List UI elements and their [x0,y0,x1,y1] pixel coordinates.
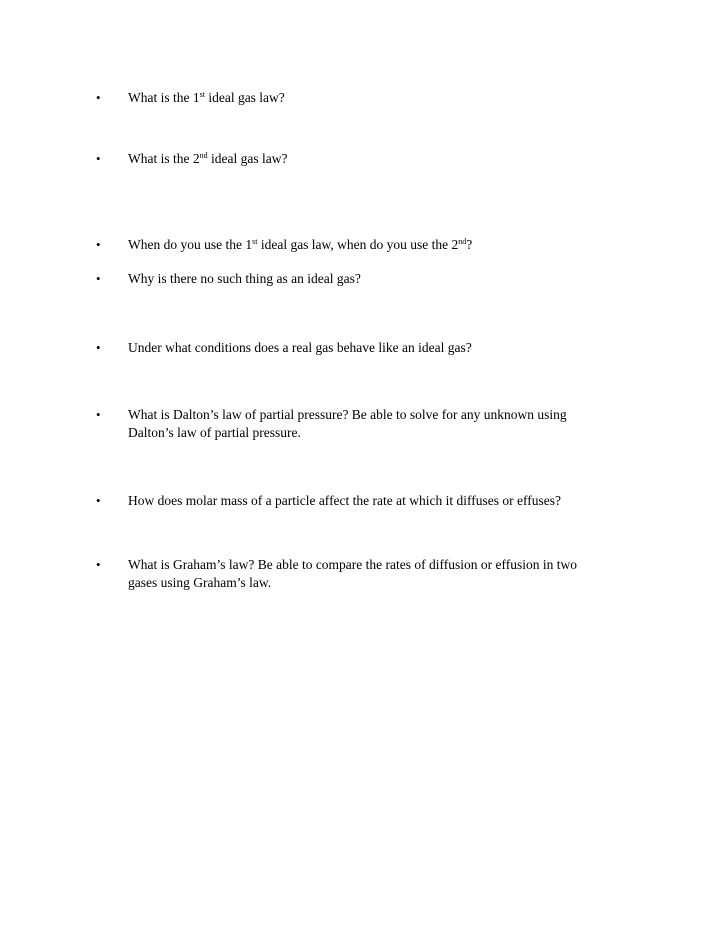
bullet-icon: • [96,493,101,508]
question-text: Why is there no such thing as an ideal gas? [128,271,361,286]
bullet-icon: • [96,557,101,572]
question-text-part: ideal gas law, when do you use the 2 [257,237,459,252]
question-text [128,556,628,592]
question-text-part: What is the 2 [128,151,200,166]
bullet-icon: • [96,151,101,166]
question-text-part: ideal gas law? [204,90,285,105]
bullet-icon: • [96,407,101,422]
bullet-icon: • [96,271,101,286]
question-text-part: When do you use the 1 [128,237,253,252]
question-text: How does molar mass of a particle affect the rate at which it diffuses or effuses? [128,493,561,508]
question-text [128,236,628,254]
bullet-icon: • [96,90,101,105]
question-text-part: ideal gas law? [207,151,288,166]
question-line-1: What is Graham’s law? Be able to compare the rates of diffusion or effusion in two [128,557,578,572]
question-text: Under what conditions does a real gas behave like an ideal gas? [128,340,472,355]
question-line-2: Dalton’s law of partial pressure. [128,425,301,440]
ordinal-superscript: st [199,90,205,99]
question-text [128,406,628,442]
question-text [128,150,628,168]
ordinal-superscript: nd [458,237,467,246]
question-line-1: What is Dalton’s law of partial pressure? Be able to solve for any unknown using [128,407,567,422]
question-text [128,89,628,107]
question-line-2: gases using Graham’s law. [128,575,272,590]
bullet-icon: • [96,237,101,252]
question-text-part: ? [466,237,473,252]
bullet-icon: • [96,340,101,355]
ordinal-superscript: nd [199,151,208,160]
question-text-part: What is the 1 [128,90,200,105]
ordinal-superscript: st [252,237,258,246]
